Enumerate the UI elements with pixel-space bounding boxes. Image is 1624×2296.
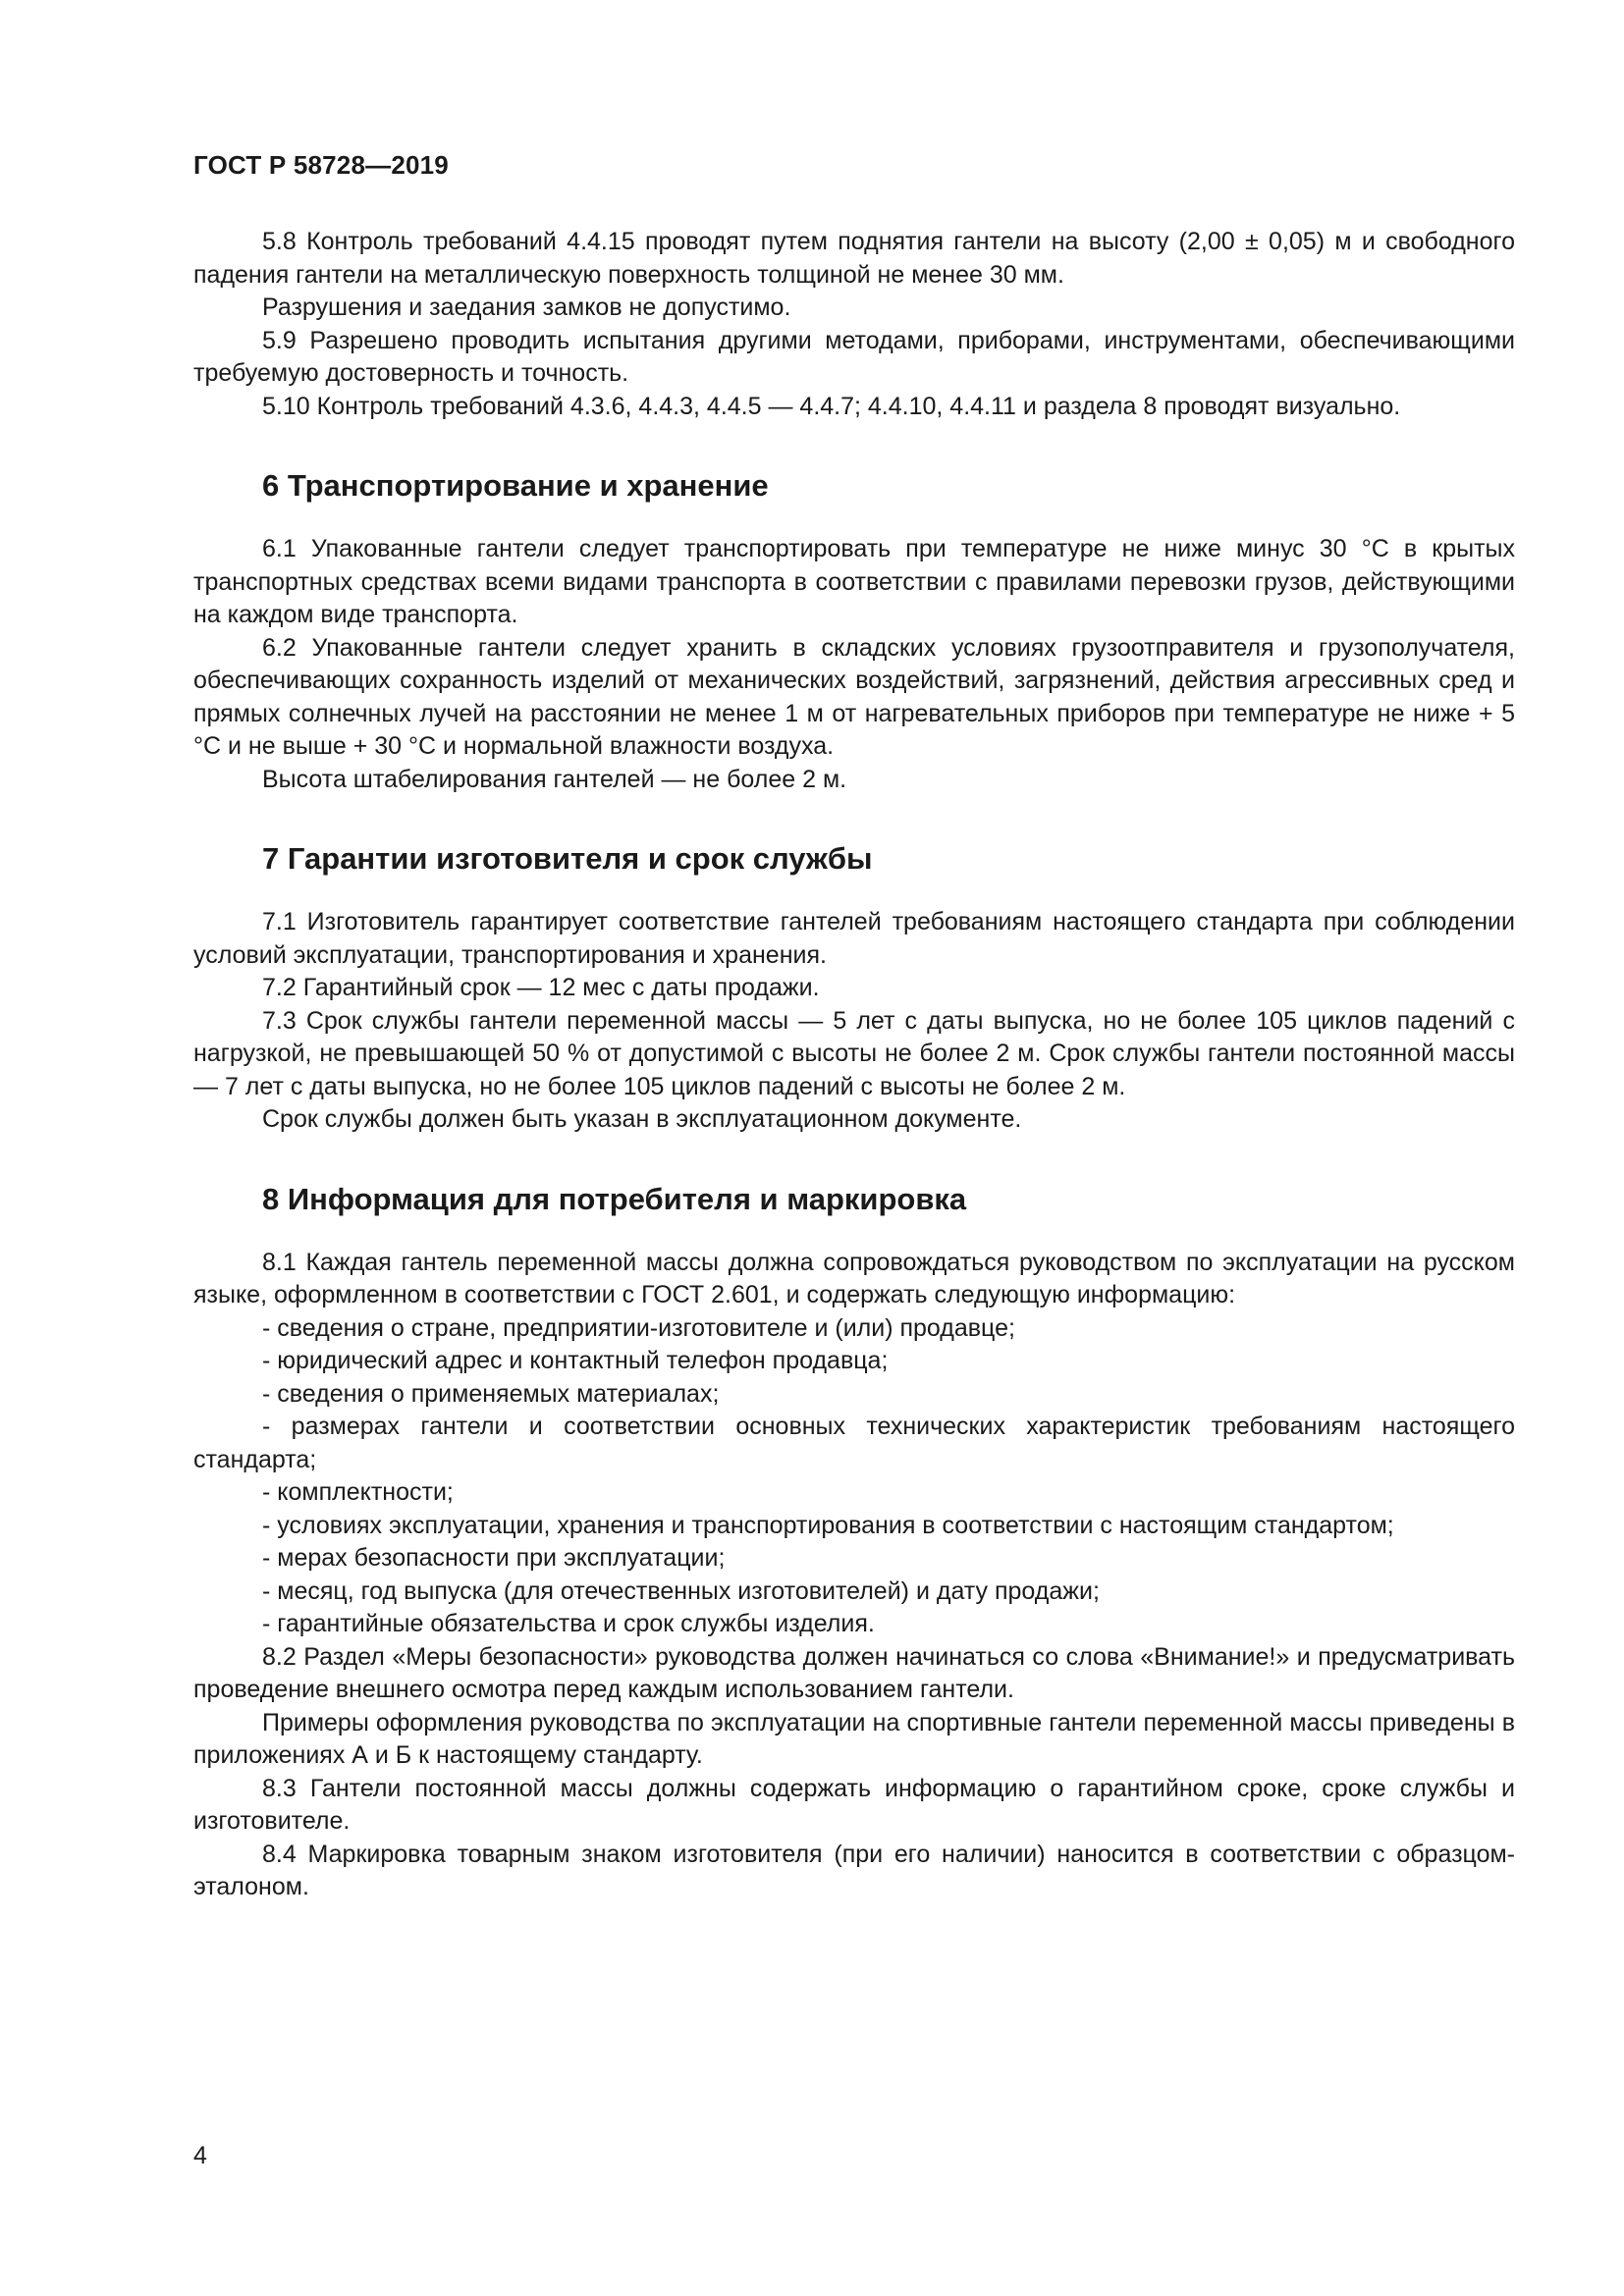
section-5-tail [193,226,1515,423]
paragraph-7-3: 7.3 Срок службы гантели переменной массы — 5 лет с даты выпуска, но не более 105 циклов падений с нагрузкой, не превышающей 50 % от допустимой с высоты не более 2 м. Срок службы гантели постоянной массы — 7 лет с даты выпуска, но не более 105 циклов падений с высоты не более 2 м. [193,1006,1515,1100]
list-item: - юридический адрес и контактный телефон продавца; [262,1347,889,1374]
paragraph-5-9: 5.9 Разрешено проводить испытания другими методами, приборами, инструментами, обеспечивающими требуемую достоверность и точность. [193,326,1515,387]
section-6 [193,466,1515,796]
list-item: - мерах безопасности при эксплуатации; [262,1544,726,1572]
list-item: - сведения о применяемых материалах; [262,1379,720,1408]
paragraph-8-3: 8.3 Гантели постоянной массы должны содержать информацию о гарантийном сроке, сроке службы и изготовителе. [193,1774,1515,1835]
list-item: - месяц, год выпуска (для отечественных изготовителей) и дату продажи; [262,1576,1100,1605]
paragraph-7-3-note: Срок службы должен быть указан в эксплуатационном документе. [262,1105,1022,1133]
section-8-title: 8 Информация для потребителя и маркировка [262,1181,967,1216]
paragraph-7-1: 7.1 Изготовитель гарантирует соответствие гантелей требованиям настоящего стандарта при соблюдении условий эксплуатации, транспортирования и хранения. [193,908,1515,969]
standard-code-header: ГОСТ Р 58728—2019 [193,150,449,180]
section-8 [193,1180,1515,1904]
document-page [193,147,1515,1904]
paragraph-6-1: 6.1 Упакованные гантели следует транспортировать при температуре не ниже минус 30 °С в крытых транспортных средствах всеми видами транспорта в соответствии с правилами перевозки грузов, действующими на каждом виде транспорта. [193,535,1515,628]
section-7-title: 7 Гарантии изготовителя и срок службы [262,841,873,876]
list-item: - размерах гантели и соответствии основных технических характеристик требованиям настоящего стандарта; [193,1413,1515,1473]
list-item: - гарантийные обязательства и срок службы изделия. [262,1610,875,1637]
paragraph-8-2-note: Примеры оформления руководства по эксплуатации на спортивные гантели переменной массы приведены в приложениях А и Б к настоящему стандарту. [193,1708,1515,1769]
paragraph-5-8: 5.8 Контроль требований 4.4.15 проводят путем поднятия гантели на высоту (2,00 ± 0,05) м и свободного падения гантели на металлическую поверхность толщиной не менее 30 мм. [193,228,1515,289]
list-item: - сведения о стране, предприятии-изготовителе и (или) продавце; [262,1313,1015,1342]
page-number: 4 [193,2142,207,2169]
paragraph-8-1: 8.1 Каждая гантель переменной массы должна сопровождаться руководством по эксплуатации на русском языке, оформленном в соответствии с ГОСТ 2.601, и содержать следующую информацию: [193,1248,1515,1308]
paragraph-5-10: 5.10 Контроль требований 4.3.6, 4.4.3, 4.4.5 — 4.4.7; 4.4.10, 4.4.11 и раздела 8 проводят визуально. [262,392,1401,420]
list-item: - условиях эксплуатации, хранения и транспортирования в соответствии с настоящим стандартом; [262,1511,1394,1539]
section-7 [193,839,1515,1137]
paragraph-8-4: 8.4 Маркировка товарным знаком изготовителя (при его наличии) наносится в соответствии с образцом-эталоном. [193,1840,1515,1900]
list-item: - комплектности; [262,1478,454,1506]
paragraph-6-2-note: Высота штабелирования гантелей — не более 2 м. [262,765,847,793]
paragraph-8-2: 8.2 Раздел «Меры безопасности» руководства должен начинаться со слова «Внимание!» и предусматривать проведение внешнего осмотра перед каждым использованием гантели. [193,1642,1515,1703]
paragraph-7-2: 7.2 Гарантийный срок — 12 мес с даты продажи. [262,974,820,1001]
section-6-title: 6 Транспортирование и хранение [262,468,769,503]
paragraph-6-2: 6.2 Упакованные гантели следует хранить в складских условиях грузоотправителя и грузополучателя, обеспечивающих сохранность изделий от механических воздействий, загрязнений, действия агрессивных сред и прямых солнечных лучей на расстоянии не менее 1 м от нагревательных приборов при температуре не ниже + 5 °С и не выше + 30 °С и нормальной влажности воздуха. [193,633,1515,760]
paragraph-5-8-note: Разрушения и заедания замков не допустимо. [262,294,791,321]
